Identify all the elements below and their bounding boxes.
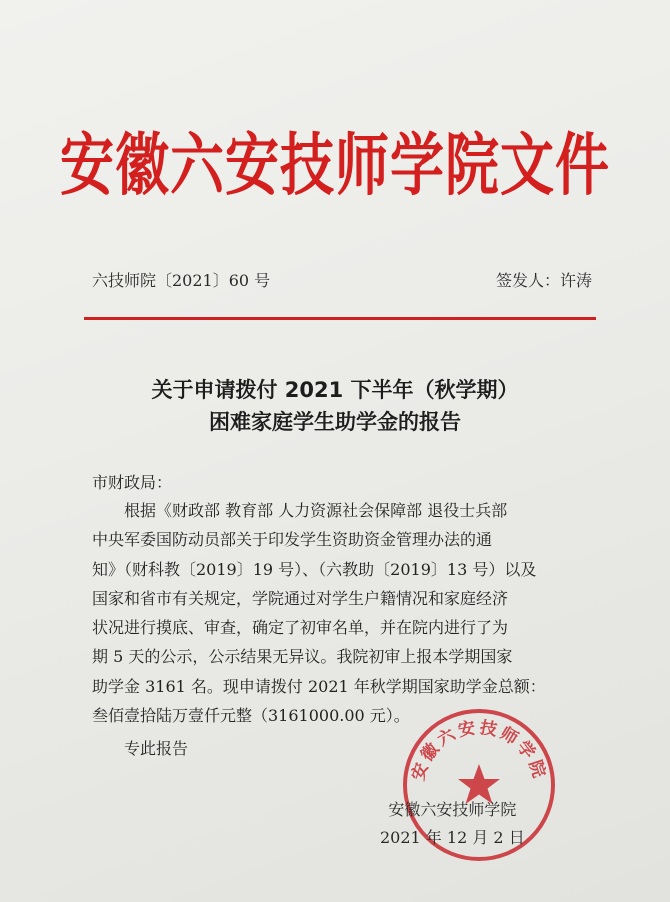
body-line: 状况进行摸底、审查，确定了初审名单，并在院内进行了为 bbox=[92, 618, 509, 638]
body-line: 期 5 天的公示，公示结果无异议。我院初审上报本学期国家 bbox=[92, 647, 513, 667]
body-line: 中央军委国防动员部关于印发学生资助资金管理办法的通 bbox=[92, 530, 493, 550]
document-subject bbox=[60, 374, 610, 438]
signature-org: 安徽六安技师学院 bbox=[388, 800, 517, 819]
red-divider-line bbox=[84, 317, 596, 320]
body-line: 国家和省市有关规定，学院通过对学生户籍情况和家庭经济 bbox=[92, 588, 509, 608]
issuer-label: 签发人：许涛 bbox=[495, 271, 592, 290]
document-header-title: 安徽六安技师学院文件 bbox=[60, 124, 610, 205]
body-line: 知》（财科教〔2019〕19 号）、（六教助〔2019〕13 号）以及 bbox=[92, 559, 537, 579]
signature-block bbox=[380, 796, 525, 852]
subject-line-1: 关于申请拨付 2021 下半年（秋学期） bbox=[151, 378, 519, 402]
document-body bbox=[92, 496, 580, 730]
recipient: 市财政局： bbox=[92, 473, 173, 492]
body-line: 叁佰壹拾陆万壹仟元整（3161000.00 元）。 bbox=[92, 706, 410, 726]
seal-text: 安徽六安技师学院 bbox=[408, 717, 550, 784]
document-number: 六技师院〔2021〕60 号 bbox=[92, 271, 271, 290]
document-meta-row bbox=[92, 268, 592, 291]
closing-phrase: 专此报告 bbox=[124, 739, 189, 758]
body-line: 根据《财政部 教育部 人力资源社会保障部 退役士兵部 bbox=[124, 501, 508, 520]
subject-line-2: 困难家庭学生助学金的报告 bbox=[209, 410, 461, 434]
body-line: 助学金 3161 名。现申请拨付 2021 年秋学期国家助学金总额： bbox=[92, 676, 546, 696]
signature-date: 2021 年 12 月 2 日 bbox=[380, 828, 525, 847]
